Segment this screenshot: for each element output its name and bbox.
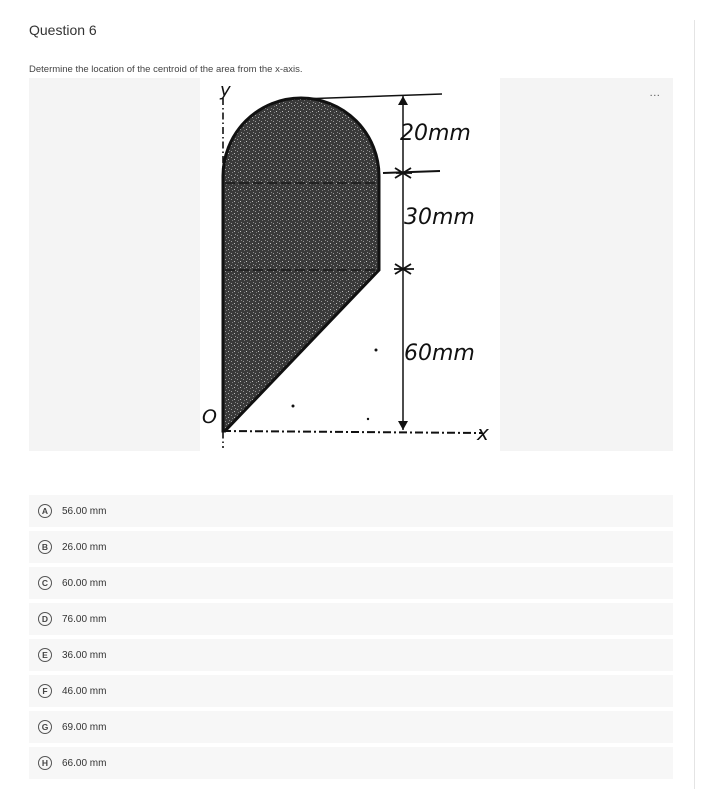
option-letter-badge: H [38, 756, 52, 770]
option-letter-badge: E [38, 648, 52, 662]
arrow-bottom [398, 421, 408, 430]
figure-dot [367, 418, 369, 420]
option-text: 60.00 mm [62, 577, 107, 589]
figure-image [200, 78, 500, 451]
x-axis-label: x [477, 421, 489, 445]
answer-option-e[interactable] [29, 639, 673, 671]
answer-option-d[interactable] [29, 603, 673, 635]
option-letter-badge: B [38, 540, 52, 554]
option-text: 46.00 mm [62, 685, 107, 697]
arrow-top [398, 96, 408, 105]
option-letter-badge: G [38, 720, 52, 734]
dimension-label-60mm: 60mm [404, 341, 475, 366]
x-axis-line [223, 431, 482, 433]
top-extension-line [301, 94, 442, 99]
option-letter-badge: C [38, 576, 52, 590]
answer-option-g[interactable] [29, 711, 673, 743]
figure-dot [375, 349, 378, 352]
more-options-button[interactable]: ... [649, 87, 661, 99]
answer-option-h[interactable] [29, 747, 673, 779]
answer-option-f[interactable] [29, 675, 673, 707]
option-letter-badge: F [38, 684, 52, 698]
option-text: 36.00 mm [62, 649, 107, 661]
tick-lower [394, 264, 414, 274]
figure-dot [292, 405, 295, 408]
answer-option-c[interactable] [29, 567, 673, 599]
origin-label: O [202, 406, 217, 428]
option-text: 56.00 mm [62, 505, 107, 517]
right-divider [694, 20, 695, 789]
answer-options [29, 495, 673, 783]
dimension-label-30mm: 30mm [404, 205, 475, 230]
option-text: 69.00 mm [62, 721, 107, 733]
option-letter-badge: A [38, 504, 52, 518]
option-text: 26.00 mm [62, 541, 107, 553]
y-axis-label: y [220, 80, 231, 101]
option-text: 66.00 mm [62, 757, 107, 769]
option-text: 76.00 mm [62, 613, 107, 625]
question-title: Question 6 [29, 22, 97, 38]
answer-option-a[interactable] [29, 495, 673, 527]
question-prompt: Determine the location of the centroid of the area from the x-axis. [29, 64, 303, 75]
answer-option-b[interactable] [29, 531, 673, 563]
dimension-label-20mm: 20mm [400, 121, 471, 146]
shaded-area [223, 98, 379, 431]
option-letter-badge: D [38, 612, 52, 626]
